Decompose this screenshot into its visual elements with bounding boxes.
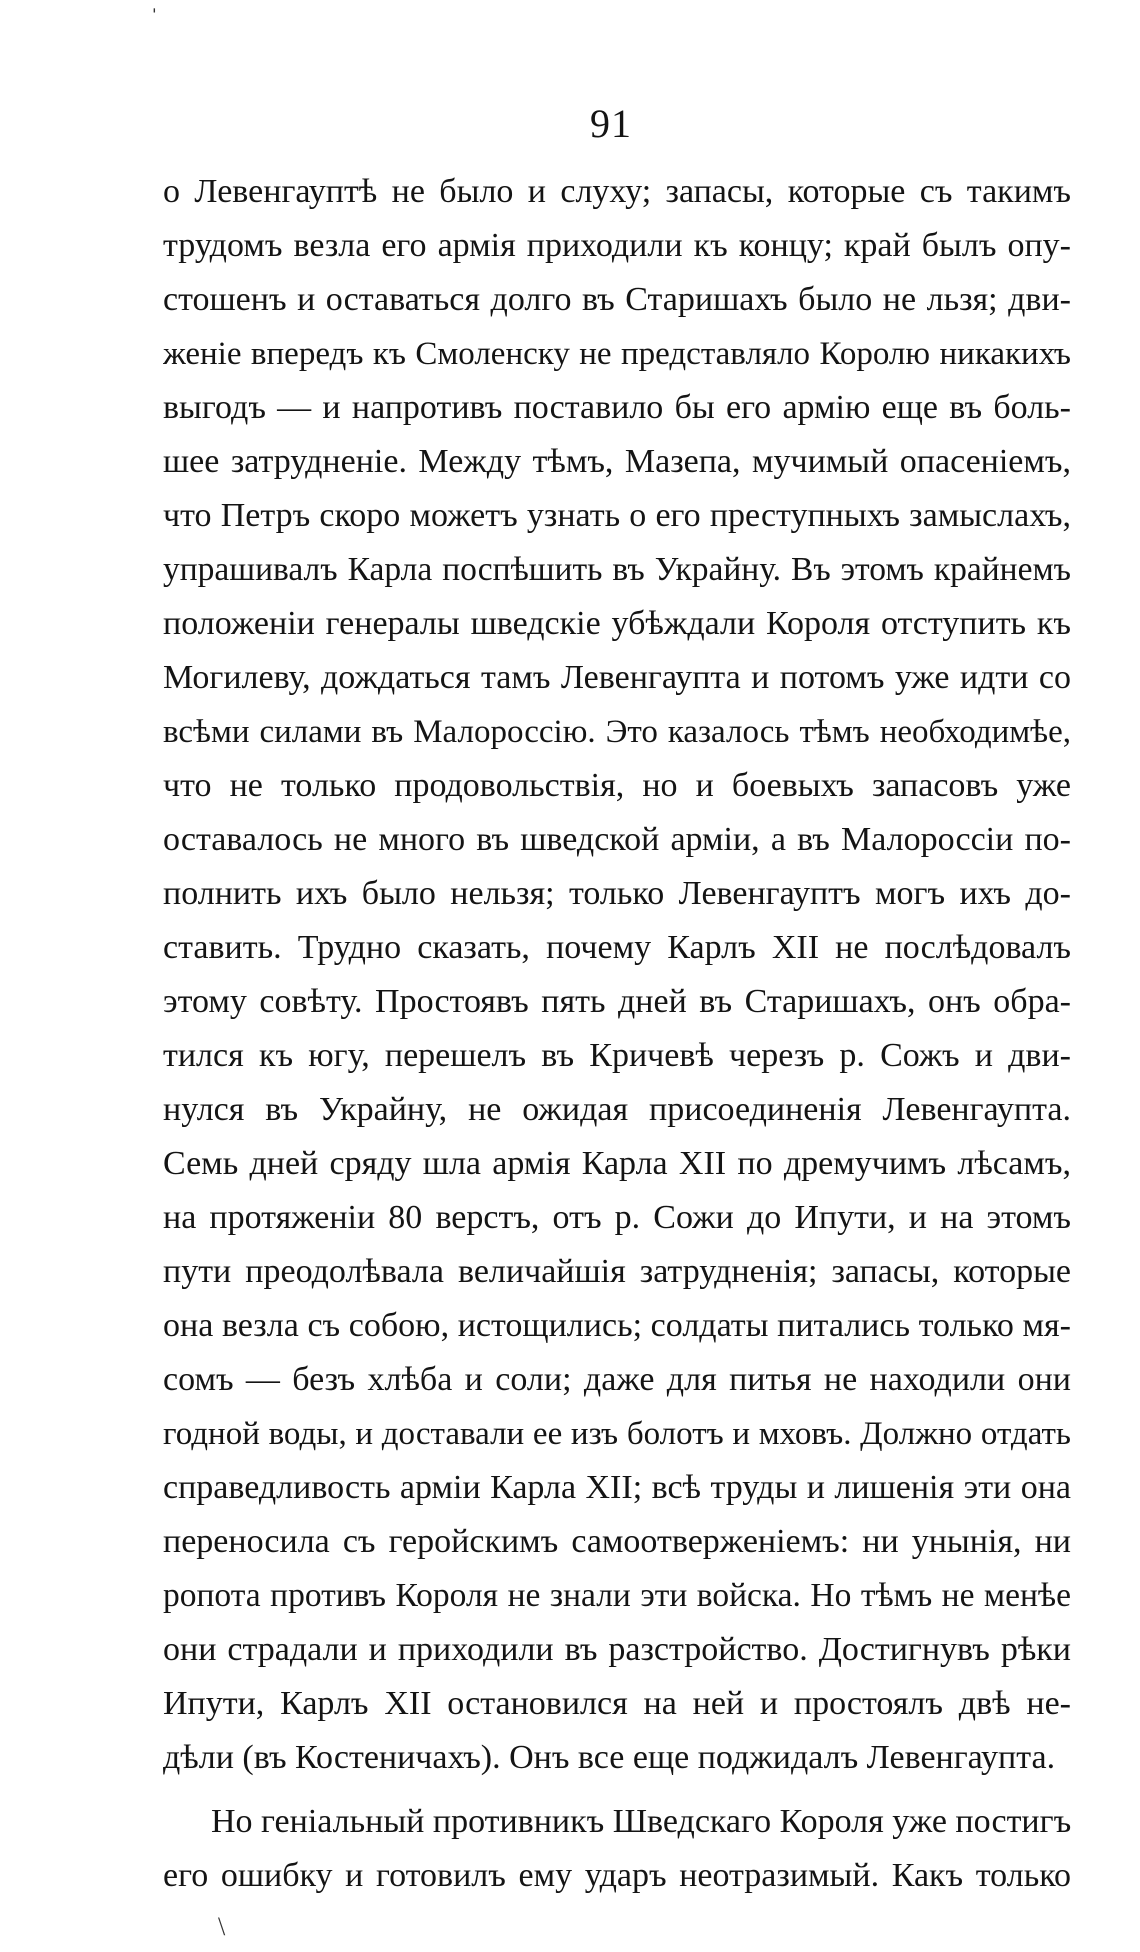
- text-line: что не только продовольствія, но и боевыхъ запасовъ уже: [163, 767, 1071, 804]
- body-text: [163, 165, 1071, 1903]
- text-line: женіе впередъ къ Смоленску не представляло Королю никакихъ: [163, 336, 1071, 372]
- print-speck-bottom: \: [218, 1912, 226, 1941]
- text-line: его ошибку и готовилъ ему ударъ неотразимый. Какъ только: [163, 1857, 1071, 1894]
- text-line: тился къ югу, перешелъ въ Кричевѣ черезъ р. Сожъ и дви-: [163, 1037, 1071, 1074]
- text-line: выгодъ — и напротивъ поставило бы его армію еще въ боль-: [163, 389, 1071, 426]
- text-line: этому совѣту. Простоявъ пять дней въ Старишахъ, онъ обра-: [163, 983, 1071, 1020]
- text-line: Семь дней сряду шла армія Карла XII по дремучимъ лѣсамъ,: [163, 1145, 1071, 1182]
- text-line: на протяженіи 80 верстъ, отъ р. Сожи до Ипути, и на этомъ: [163, 1199, 1071, 1236]
- paragraph-1: [163, 165, 1071, 1785]
- text-line: о Левенгауптѣ не было и слуху; запасы, которые съ такимъ: [163, 173, 1071, 210]
- text-line: упрашивалъ Карла поспѣшить въ Украйну. Въ этомъ крайнемъ: [163, 551, 1071, 588]
- text-line: Ипути, Карлъ XII остановился на ней и простоялъ двѣ не-: [163, 1685, 1071, 1722]
- text-line: справедливость арміи Карла XII; всѣ труды и лишенія эти она: [163, 1469, 1071, 1506]
- text-line: ставить. Трудно сказать, почему Карлъ XII не послѣдовалъ: [163, 929, 1071, 966]
- text-line: стошенъ и оставаться долго въ Старишахъ было не льзя; дви-: [163, 281, 1071, 318]
- text-line: дѣли (въ Костеничахъ). Онъ все еще поджидалъ Левенгаупта.: [163, 1739, 1056, 1776]
- text-line: Могилеву, дождаться тамъ Левенгаупта и потомъ уже идти со: [163, 659, 1071, 696]
- paragraph-2: [163, 1795, 1071, 1903]
- text-line: оставалось не много въ шведской арміи, а въ Малороссіи по-: [163, 821, 1071, 858]
- text-line: пути преодолѣвала величайшія затрудненія; запасы, которые: [163, 1253, 1071, 1290]
- text-line: она везла съ собою, истощились; солдаты питались только мя-: [163, 1307, 1071, 1344]
- text-line: полнить ихъ было нельзя; только Левенгауптъ могъ ихъ до-: [163, 875, 1071, 912]
- text-line: трудомъ везла его армія приходили къ концу; край былъ опу-: [163, 227, 1071, 264]
- text-line: шее затрудненіе. Между тѣмъ, Мазепа, мучимый опасеніемъ,: [163, 443, 1071, 480]
- text-line: ропота противъ Короля не знали эти войска. Но тѣмъ не менѣе: [163, 1577, 1071, 1614]
- text-line: сомъ — безъ хлѣба и соли; даже для питья не находили они: [163, 1361, 1071, 1398]
- paragraph-gap: [163, 1785, 1071, 1795]
- print-speck-top: ˈ: [150, 4, 159, 33]
- text-line: что Петръ скоро можетъ узнать о его преступныхъ замыслахъ,: [163, 497, 1071, 534]
- text-line: нулся въ Украйну, не ожидая присоединенія Левенгаупта.: [163, 1091, 1071, 1128]
- text-line: переносила съ геройскимъ самоотверженіемъ: ни унынія, ни: [163, 1523, 1071, 1560]
- text-line: годной воды, и доставали ее изъ болотъ и мховъ. Должно отдать: [163, 1416, 1071, 1452]
- text-line: всѣми силами въ Малороссію. Это казалось тѣмъ необходимѣе,: [163, 714, 1071, 750]
- text-line: положеніи генералы шведскіе убѣждали Короля отступить къ: [163, 605, 1071, 642]
- page-number: 91: [590, 101, 632, 146]
- text-line: Но геніальный противникъ Шведскаго Короля уже постигъ: [211, 1803, 1071, 1840]
- text-line: они страдали и приходили въ разстройство. Достигнувъ рѣки: [163, 1631, 1071, 1668]
